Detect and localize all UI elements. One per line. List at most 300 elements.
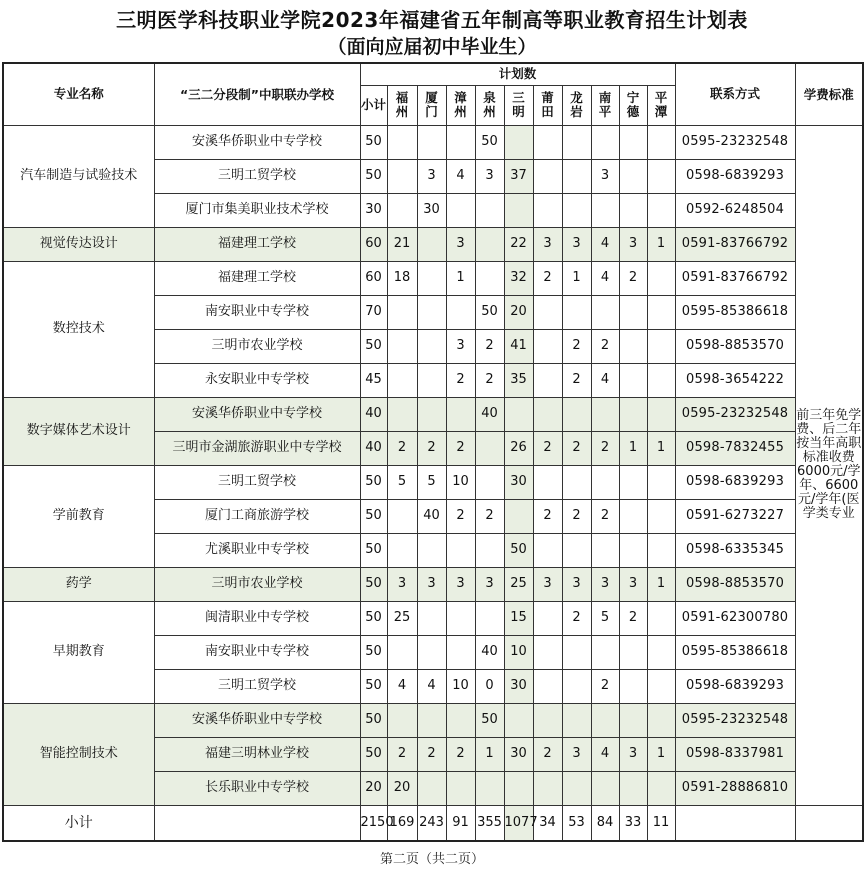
major-name: 学前教育 [3, 465, 154, 567]
region-count [504, 193, 533, 227]
region-count [387, 329, 417, 363]
region-count [446, 397, 475, 431]
contact-phone: 0598-3654222 [675, 363, 795, 397]
region-count [562, 295, 591, 329]
school-name: 福建理工学校 [154, 227, 360, 261]
region-count: 3 [562, 227, 591, 261]
region-count [619, 771, 647, 805]
region-count: 25 [387, 601, 417, 635]
region-count: 2 [619, 261, 647, 295]
region-count: 2 [475, 363, 504, 397]
region-count [417, 601, 446, 635]
school-name: 三明工贸学校 [154, 669, 360, 703]
region-count [619, 465, 647, 499]
region-count: 4 [446, 159, 475, 193]
region-count [446, 771, 475, 805]
region-count [533, 295, 562, 329]
region-count: 10 [446, 669, 475, 703]
school-name: 安溪华侨职业中专学校 [154, 397, 360, 431]
region-count [533, 465, 562, 499]
region-count [619, 499, 647, 533]
region-count [647, 669, 675, 703]
region-count [619, 363, 647, 397]
region-count: 40 [417, 499, 446, 533]
region-count [619, 159, 647, 193]
contact-phone: 0591-6273227 [675, 499, 795, 533]
region-count [446, 193, 475, 227]
region-count [562, 669, 591, 703]
summary-label: 小计 [3, 805, 154, 841]
contact-phone: 0591-83766792 [675, 261, 795, 295]
region-count: 32 [504, 261, 533, 295]
region-count [619, 635, 647, 669]
region-count: 2 [562, 363, 591, 397]
region-count: 50 [475, 295, 504, 329]
region-count [562, 465, 591, 499]
region-count [619, 295, 647, 329]
school-name: 厦门工商旅游学校 [154, 499, 360, 533]
region-count [619, 669, 647, 703]
region-count [533, 397, 562, 431]
region-count: 3 [562, 567, 591, 601]
region-count: 18 [387, 261, 417, 295]
region-count: 3 [446, 567, 475, 601]
region-count: 15 [504, 601, 533, 635]
region-count [417, 261, 446, 295]
region-count [475, 431, 504, 465]
region-count: 3 [417, 159, 446, 193]
total-count: 50 [360, 533, 387, 567]
region-count [562, 533, 591, 567]
region-count: 2 [417, 737, 446, 771]
summary-region-count: 243 [417, 805, 446, 841]
region-count: 2 [591, 499, 619, 533]
school-name: 福建理工学校 [154, 261, 360, 295]
region-count [619, 125, 647, 159]
school-name: 南安职业中专学校 [154, 635, 360, 669]
region-count [647, 533, 675, 567]
region-count [446, 533, 475, 567]
region-count: 20 [387, 771, 417, 805]
region-count [504, 499, 533, 533]
major-name: 视觉传达设计 [3, 227, 154, 261]
major-name: 数字媒体艺术设计 [3, 397, 154, 465]
region-count: 2 [446, 499, 475, 533]
summary-region-count: 91 [446, 805, 475, 841]
contact-phone: 0595-23232548 [675, 703, 795, 737]
school-name: 三明工贸学校 [154, 159, 360, 193]
total-count: 50 [360, 159, 387, 193]
contact-phone: 0591-28886810 [675, 771, 795, 805]
contact-phone: 0595-23232548 [675, 125, 795, 159]
region-count [475, 465, 504, 499]
school-name: 长乐职业中专学校 [154, 771, 360, 805]
region-count [591, 125, 619, 159]
region-count: 1 [647, 567, 675, 601]
table-row [3, 125, 863, 159]
region-count [533, 703, 562, 737]
contact-phone: 0598-8337981 [675, 737, 795, 771]
region-count: 1 [619, 431, 647, 465]
region-count: 3 [533, 227, 562, 261]
region-count [475, 771, 504, 805]
region-count: 3 [619, 737, 647, 771]
region-count: 2 [562, 601, 591, 635]
region-count [417, 635, 446, 669]
region-count [504, 397, 533, 431]
school-name: 三明市农业学校 [154, 567, 360, 601]
total-count: 70 [360, 295, 387, 329]
region-count [647, 465, 675, 499]
total-count: 50 [360, 703, 387, 737]
region-count [647, 703, 675, 737]
region-count: 10 [504, 635, 533, 669]
total-count: 60 [360, 227, 387, 261]
table-row [3, 227, 863, 261]
region-count [591, 533, 619, 567]
region-count [387, 499, 417, 533]
contact-phone: 0598-7832455 [675, 431, 795, 465]
region-count: 3 [387, 567, 417, 601]
total-count: 50 [360, 669, 387, 703]
region-count [619, 397, 647, 431]
region-count: 2 [533, 737, 562, 771]
region-count: 2 [562, 329, 591, 363]
region-count [647, 499, 675, 533]
region-count: 3 [446, 329, 475, 363]
region-count: 2 [591, 669, 619, 703]
region-count [387, 125, 417, 159]
region-count: 3 [475, 159, 504, 193]
region-count: 2 [446, 431, 475, 465]
region-count [647, 601, 675, 635]
region-count: 30 [417, 193, 446, 227]
contact-phone: 0595-85386618 [675, 295, 795, 329]
region-count [504, 771, 533, 805]
region-count [446, 125, 475, 159]
enrollment-plan-table [2, 62, 864, 842]
total-count: 40 [360, 397, 387, 431]
region-count: 50 [504, 533, 533, 567]
region-count: 5 [387, 465, 417, 499]
contact-phone: 0592-6248504 [675, 193, 795, 227]
region-count: 10 [446, 465, 475, 499]
summary-fee-blank [795, 805, 863, 841]
region-count: 2 [446, 363, 475, 397]
fee-standard: 前三年免学费、后二年按当年高职标准收费6000元/学年、6600元/学年(医学类专业 [795, 125, 863, 805]
page-subtitle: （面向应届初中毕业生） [327, 36, 537, 58]
total-count: 50 [360, 601, 387, 635]
region-count: 21 [387, 227, 417, 261]
region-count [387, 295, 417, 329]
region-count [619, 329, 647, 363]
region-count [647, 771, 675, 805]
summary-region-count: 355 [475, 805, 504, 841]
region-count [647, 329, 675, 363]
total-count: 50 [360, 737, 387, 771]
total-count: 50 [360, 635, 387, 669]
region-count [387, 397, 417, 431]
region-count: 50 [475, 125, 504, 159]
region-count [591, 193, 619, 227]
region-count: 5 [417, 465, 446, 499]
region-count [647, 363, 675, 397]
region-count: 3 [533, 567, 562, 601]
region-count [533, 533, 562, 567]
header-plan: 计划数 [360, 63, 675, 85]
table-row [3, 703, 863, 737]
region-count [417, 295, 446, 329]
summary-region-count: 33 [619, 805, 647, 841]
summary-region-count: 1077 [504, 805, 533, 841]
region-count [504, 125, 533, 159]
table-row [3, 567, 863, 601]
region-count [647, 261, 675, 295]
summary-blank [154, 805, 360, 841]
region-count [562, 397, 591, 431]
region-count [387, 363, 417, 397]
region-count: 4 [591, 363, 619, 397]
region-count [533, 125, 562, 159]
region-count [619, 533, 647, 567]
region-count: 35 [504, 363, 533, 397]
header-region: 宁德 [619, 85, 647, 125]
region-count: 3 [562, 737, 591, 771]
header-contact: 联系方式 [675, 63, 795, 125]
contact-phone: 0595-23232548 [675, 397, 795, 431]
region-count [417, 703, 446, 737]
region-count: 2 [562, 431, 591, 465]
summary-row [3, 805, 863, 841]
total-count: 50 [360, 329, 387, 363]
header-region: 福州 [387, 85, 417, 125]
contact-phone: 0598-8853570 [675, 567, 795, 601]
region-count: 2 [533, 499, 562, 533]
region-count: 2 [591, 431, 619, 465]
region-count [533, 635, 562, 669]
region-count [417, 125, 446, 159]
region-count [647, 193, 675, 227]
contact-phone: 0598-6839293 [675, 159, 795, 193]
region-count [533, 363, 562, 397]
region-count [591, 703, 619, 737]
header-fee: 学费标准 [795, 63, 863, 125]
region-count [387, 533, 417, 567]
table-row [3, 397, 863, 431]
total-count: 45 [360, 363, 387, 397]
header-region: 莆田 [533, 85, 562, 125]
school-name: 三明工贸学校 [154, 465, 360, 499]
summary-region-count: 34 [533, 805, 562, 841]
total-count: 30 [360, 193, 387, 227]
school-name: 安溪华侨职业中专学校 [154, 703, 360, 737]
region-count [387, 703, 417, 737]
region-count: 4 [417, 669, 446, 703]
contact-phone: 0591-62300780 [675, 601, 795, 635]
region-count: 37 [504, 159, 533, 193]
region-count [533, 669, 562, 703]
region-count [417, 329, 446, 363]
major-name: 药学 [3, 567, 154, 601]
region-count: 4 [591, 261, 619, 295]
school-name: 三明市金湖旅游职业中专学校 [154, 431, 360, 465]
region-count [504, 703, 533, 737]
region-count: 4 [387, 669, 417, 703]
region-count [591, 397, 619, 431]
contact-phone: 0591-83766792 [675, 227, 795, 261]
region-count [417, 227, 446, 261]
region-count [562, 159, 591, 193]
region-count [647, 159, 675, 193]
region-count [533, 159, 562, 193]
school-name: 福建三明林业学校 [154, 737, 360, 771]
region-count: 20 [504, 295, 533, 329]
region-count: 1 [562, 261, 591, 295]
summary-region-count: 53 [562, 805, 591, 841]
region-count: 1 [647, 227, 675, 261]
region-count: 30 [504, 465, 533, 499]
header-region: 漳州 [446, 85, 475, 125]
contact-phone: 0598-6335345 [675, 533, 795, 567]
summary-total: 2150 [360, 805, 387, 841]
region-count: 2 [562, 499, 591, 533]
region-count: 1 [647, 737, 675, 771]
region-count: 30 [504, 669, 533, 703]
region-count [647, 125, 675, 159]
region-count [647, 397, 675, 431]
region-count: 3 [475, 567, 504, 601]
table-row [3, 601, 863, 635]
summary-region-count: 11 [647, 805, 675, 841]
region-count: 3 [591, 567, 619, 601]
header-region: 南平 [591, 85, 619, 125]
region-count [562, 193, 591, 227]
header-total: 小计 [360, 85, 387, 125]
region-count [619, 193, 647, 227]
region-count: 2 [417, 431, 446, 465]
region-count [591, 295, 619, 329]
region-count [446, 601, 475, 635]
region-count [475, 601, 504, 635]
region-count: 40 [475, 397, 504, 431]
region-count [562, 125, 591, 159]
school-name: 闽清职业中专学校 [154, 601, 360, 635]
header-region: 三明 [504, 85, 533, 125]
header-region: 泉州 [475, 85, 504, 125]
total-count: 20 [360, 771, 387, 805]
major-name: 早期教育 [3, 601, 154, 703]
contact-phone: 0598-6839293 [675, 465, 795, 499]
region-count: 2 [387, 431, 417, 465]
region-count [475, 227, 504, 261]
region-count [591, 771, 619, 805]
region-count [562, 703, 591, 737]
contact-phone: 0598-8853570 [675, 329, 795, 363]
region-count [417, 363, 446, 397]
school-name: 尤溪职业中专学校 [154, 533, 360, 567]
region-count: 40 [475, 635, 504, 669]
region-count: 2 [446, 737, 475, 771]
region-count: 25 [504, 567, 533, 601]
region-count [446, 703, 475, 737]
region-count [533, 601, 562, 635]
total-count: 50 [360, 499, 387, 533]
region-count: 3 [619, 227, 647, 261]
region-count [417, 771, 446, 805]
region-count: 3 [591, 159, 619, 193]
region-count: 41 [504, 329, 533, 363]
region-count: 2 [475, 329, 504, 363]
region-count [387, 159, 417, 193]
region-count: 3 [446, 227, 475, 261]
total-count: 60 [360, 261, 387, 295]
region-count [446, 635, 475, 669]
region-count [446, 295, 475, 329]
region-count [562, 771, 591, 805]
region-count: 2 [533, 431, 562, 465]
region-count [417, 533, 446, 567]
school-name: 永安职业中专学校 [154, 363, 360, 397]
region-count: 4 [591, 737, 619, 771]
region-count [417, 397, 446, 431]
region-count: 2 [475, 499, 504, 533]
school-name: 厦门市集美职业技术学校 [154, 193, 360, 227]
summary-contact-blank [675, 805, 795, 841]
header-school: “三二分段制”中职联办学校 [154, 63, 360, 125]
region-count: 50 [475, 703, 504, 737]
total-count: 40 [360, 431, 387, 465]
page-title: 三明医学科技职业学院2023年福建省五年制高等职业教育招生计划表 [116, 8, 748, 32]
total-count: 50 [360, 125, 387, 159]
contact-phone: 0598-6839293 [675, 669, 795, 703]
region-count: 1 [647, 431, 675, 465]
region-count [562, 635, 591, 669]
region-count: 22 [504, 227, 533, 261]
region-count: 0 [475, 669, 504, 703]
region-count [533, 193, 562, 227]
school-name: 南安职业中专学校 [154, 295, 360, 329]
total-count: 50 [360, 465, 387, 499]
region-count [475, 193, 504, 227]
region-count [619, 703, 647, 737]
region-count: 4 [591, 227, 619, 261]
major-name: 智能控制技术 [3, 703, 154, 805]
table-row [3, 465, 863, 499]
page-footer: 第二页（共二页） [379, 852, 484, 867]
region-count [475, 533, 504, 567]
school-name: 安溪华侨职业中专学校 [154, 125, 360, 159]
region-count [387, 635, 417, 669]
region-count [533, 329, 562, 363]
header-major: 专业名称 [3, 63, 154, 125]
summary-region-count: 169 [387, 805, 417, 841]
region-count: 2 [619, 601, 647, 635]
summary-region-count: 84 [591, 805, 619, 841]
region-count [387, 193, 417, 227]
total-count: 50 [360, 567, 387, 601]
region-count [533, 771, 562, 805]
region-count [647, 295, 675, 329]
header-region: 龙岩 [562, 85, 591, 125]
region-count [591, 465, 619, 499]
region-count: 3 [417, 567, 446, 601]
region-count [591, 635, 619, 669]
region-count: 30 [504, 737, 533, 771]
region-count: 2 [387, 737, 417, 771]
region-count: 2 [533, 261, 562, 295]
table-row [3, 261, 863, 295]
region-count: 3 [619, 567, 647, 601]
